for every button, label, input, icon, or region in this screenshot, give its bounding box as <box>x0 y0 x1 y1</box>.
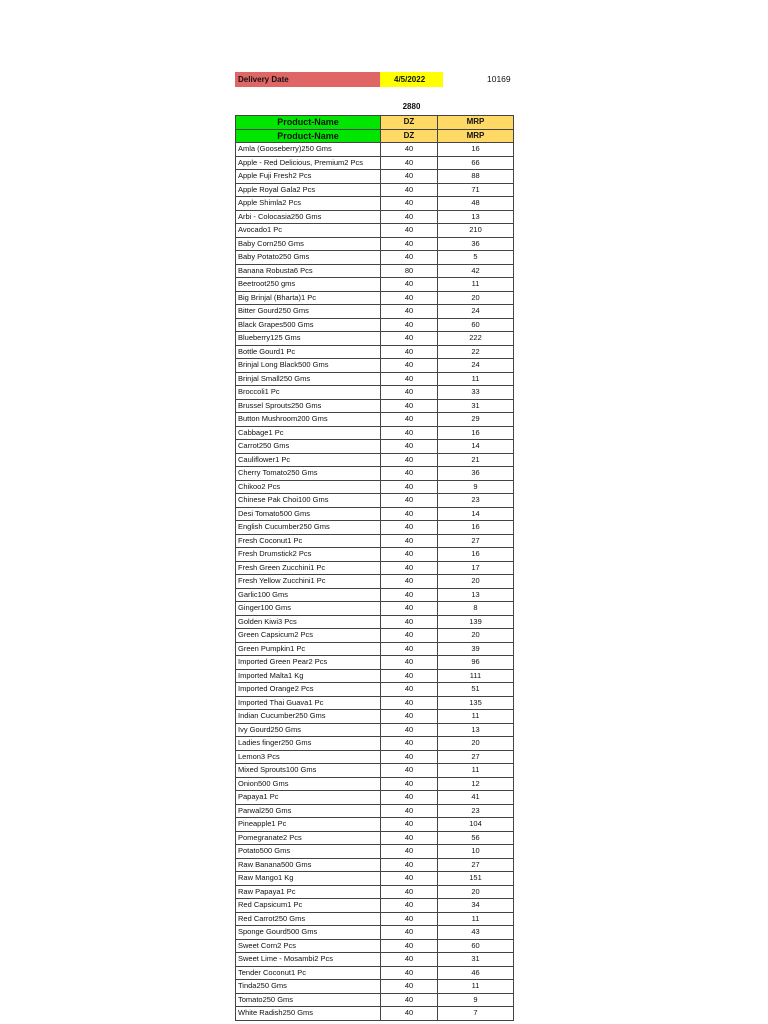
header-product-name: Product-Name <box>236 129 381 143</box>
delivery-date-value: 4/5/2022 <box>380 72 443 87</box>
table-row <box>236 710 514 724</box>
product-name-cell: Red Capsicum1 Pc <box>236 899 381 913</box>
dz-cell: 40 <box>381 534 438 548</box>
product-name-cell: Brinjal Long Black500 Gms <box>236 359 381 373</box>
mrp-cell: 71 <box>438 183 514 197</box>
dz-cell: 40 <box>381 278 438 292</box>
dz-cell: 40 <box>381 494 438 508</box>
table-row <box>236 494 514 508</box>
mrp-cell: 24 <box>438 305 514 319</box>
product-name-cell: Fresh Green Zucchini1 Pc <box>236 561 381 575</box>
mrp-cell: 46 <box>438 966 514 980</box>
mrp-cell: 13 <box>438 723 514 737</box>
dz-cell: 40 <box>381 318 438 332</box>
mrp-cell: 22 <box>438 345 514 359</box>
product-name-cell: Potato500 Gms <box>236 845 381 859</box>
product-name-cell: Parwal250 Gms <box>236 804 381 818</box>
table-row <box>236 251 514 265</box>
table-row <box>236 696 514 710</box>
dz-cell: 40 <box>381 723 438 737</box>
table-row <box>236 791 514 805</box>
dz-cell: 40 <box>381 818 438 832</box>
mrp-cell: 20 <box>438 737 514 751</box>
mrp-cell: 12 <box>438 777 514 791</box>
product-name-cell: Golden Kiwi3 Pcs <box>236 615 381 629</box>
mrp-cell: 151 <box>438 872 514 886</box>
dz-cell: 40 <box>381 399 438 413</box>
dz-cell: 40 <box>381 656 438 670</box>
mrp-cell: 33 <box>438 386 514 400</box>
product-name-cell: Sponge Gourd500 Gms <box>236 926 381 940</box>
mrp-cell: 41 <box>438 791 514 805</box>
dz-cell: 40 <box>381 170 438 184</box>
product-name-cell: Cabbage1 Pc <box>236 426 381 440</box>
product-name-cell: Carrot250 Gms <box>236 440 381 454</box>
dz-cell: 40 <box>381 899 438 913</box>
product-name-cell: Imported Malta1 Kg <box>236 669 381 683</box>
product-name-cell: Imported Orange2 Pcs <box>236 683 381 697</box>
mrp-cell: 14 <box>438 507 514 521</box>
mrp-cell: 42 <box>438 264 514 278</box>
product-name-cell: Chikoo2 Pcs <box>236 480 381 494</box>
table-row <box>236 602 514 616</box>
header-mrp: MRP <box>438 116 514 130</box>
mrp-cell: 34 <box>438 899 514 913</box>
dz-cell: 40 <box>381 588 438 602</box>
table-row <box>236 548 514 562</box>
mrp-cell: 11 <box>438 912 514 926</box>
product-name-cell: Green Capsicum2 Pcs <box>236 629 381 643</box>
dz-cell: 40 <box>381 345 438 359</box>
table-row <box>236 372 514 386</box>
dz-cell: 40 <box>381 237 438 251</box>
mrp-cell: 10 <box>438 845 514 859</box>
product-name-cell: Fresh Coconut1 Pc <box>236 534 381 548</box>
mrp-cell: 222 <box>438 332 514 346</box>
total-row <box>235 101 513 113</box>
mrp-cell: 27 <box>438 858 514 872</box>
mrp-cell: 16 <box>438 426 514 440</box>
product-name-cell: Imported Thai Guava1 Pc <box>236 696 381 710</box>
header-row <box>236 129 514 143</box>
table-row <box>236 278 514 292</box>
header-dz: DZ <box>381 129 438 143</box>
dz-cell: 40 <box>381 777 438 791</box>
dz-cell: 40 <box>381 521 438 535</box>
table-row <box>236 669 514 683</box>
dz-cell: 40 <box>381 750 438 764</box>
product-name-cell: Sweet Corn2 Pcs <box>236 939 381 953</box>
table-row <box>236 858 514 872</box>
order-code: 10169 <box>487 74 511 84</box>
product-table <box>235 115 514 1021</box>
mrp-cell: 88 <box>438 170 514 184</box>
table-row <box>236 885 514 899</box>
product-name-cell: Pineapple1 Pc <box>236 818 381 832</box>
product-name-cell: White Radish250 Gms <box>236 1007 381 1021</box>
dz-cell: 40 <box>381 507 438 521</box>
table-row <box>236 413 514 427</box>
product-name-cell: Arbi - Colocasia250 Gms <box>236 210 381 224</box>
product-name-cell: Raw Papaya1 Pc <box>236 885 381 899</box>
product-name-cell: Blueberry125 Gms <box>236 332 381 346</box>
dz-cell: 40 <box>381 386 438 400</box>
product-name-cell: Papaya1 Pc <box>236 791 381 805</box>
product-name-cell: Tomato250 Gms <box>236 993 381 1007</box>
mrp-cell: 16 <box>438 143 514 157</box>
mrp-cell: 36 <box>438 237 514 251</box>
dz-cell: 40 <box>381 791 438 805</box>
table-row <box>236 399 514 413</box>
table-row <box>236 345 514 359</box>
product-name-cell: Apple Royal Gala2 Pcs <box>236 183 381 197</box>
table-row <box>236 953 514 967</box>
dz-cell: 40 <box>381 696 438 710</box>
product-name-cell: Ginger100 Gms <box>236 602 381 616</box>
product-name-cell: Avocado1 Pc <box>236 224 381 238</box>
mrp-cell: 60 <box>438 318 514 332</box>
mrp-cell: 139 <box>438 615 514 629</box>
product-name-cell: Banana Robusta6 Pcs <box>236 264 381 278</box>
dz-cell: 40 <box>381 629 438 643</box>
mrp-cell: 20 <box>438 629 514 643</box>
product-name-cell: Apple - Red Delicious, Premium2 Pcs <box>236 156 381 170</box>
total-dz: 2880 <box>402 102 421 111</box>
product-name-cell: Ladies finger250 Gms <box>236 737 381 751</box>
dz-cell: 40 <box>381 845 438 859</box>
product-name-cell: Cauliflower1 Pc <box>236 453 381 467</box>
mrp-cell: 48 <box>438 197 514 211</box>
header-mrp: MRP <box>438 129 514 143</box>
mrp-cell: 16 <box>438 548 514 562</box>
table-row <box>236 723 514 737</box>
table-row <box>236 899 514 913</box>
table-row <box>236 764 514 778</box>
table-row <box>236 467 514 481</box>
table-row <box>236 440 514 454</box>
mrp-cell: 60 <box>438 939 514 953</box>
product-name-cell: Brussel Sprouts250 Gms <box>236 399 381 413</box>
dz-cell: 40 <box>381 183 438 197</box>
table-row <box>236 980 514 994</box>
mrp-cell: 17 <box>438 561 514 575</box>
table-row <box>236 737 514 751</box>
dz-cell: 40 <box>381 197 438 211</box>
table-row <box>236 845 514 859</box>
product-name-cell: Apple Shimla2 Pcs <box>236 197 381 211</box>
mrp-cell: 66 <box>438 156 514 170</box>
order-sheet <box>235 72 513 1021</box>
dz-cell: 40 <box>381 764 438 778</box>
mrp-cell: 111 <box>438 669 514 683</box>
table-row <box>236 561 514 575</box>
dz-cell: 40 <box>381 224 438 238</box>
product-name-cell: Garlic100 Gms <box>236 588 381 602</box>
product-name-cell: Broccoli1 Pc <box>236 386 381 400</box>
mrp-cell: 27 <box>438 750 514 764</box>
header-product-name: Product-Name <box>236 116 381 130</box>
dz-cell: 40 <box>381 156 438 170</box>
dz-cell: 40 <box>381 561 438 575</box>
mrp-cell: 7 <box>438 1007 514 1021</box>
mrp-cell: 11 <box>438 372 514 386</box>
mrp-cell: 8 <box>438 602 514 616</box>
table-row <box>236 453 514 467</box>
dz-cell: 40 <box>381 885 438 899</box>
mrp-cell: 23 <box>438 804 514 818</box>
table-row <box>236 588 514 602</box>
product-name-cell: Beetroot250 gms <box>236 278 381 292</box>
dz-cell: 40 <box>381 372 438 386</box>
table-row <box>236 170 514 184</box>
table-row <box>236 332 514 346</box>
mrp-cell: 39 <box>438 642 514 656</box>
mrp-cell: 20 <box>438 291 514 305</box>
product-name-cell: Mixed Sprouts100 Gms <box>236 764 381 778</box>
dz-cell: 40 <box>381 953 438 967</box>
table-row <box>236 804 514 818</box>
product-name-cell: Chinese Pak Choi100 Gms <box>236 494 381 508</box>
mrp-cell: 36 <box>438 467 514 481</box>
table-row <box>236 629 514 643</box>
product-name-cell: Indian Cucumber250 Gms <box>236 710 381 724</box>
dz-cell: 40 <box>381 426 438 440</box>
table-row <box>236 912 514 926</box>
mrp-cell: 11 <box>438 278 514 292</box>
mrp-cell: 16 <box>438 521 514 535</box>
product-name-cell: English Cucumber250 Gms <box>236 521 381 535</box>
dz-cell: 40 <box>381 980 438 994</box>
table-row <box>236 143 514 157</box>
dz-cell: 40 <box>381 575 438 589</box>
mrp-cell: 135 <box>438 696 514 710</box>
mrp-cell: 14 <box>438 440 514 454</box>
mrp-cell: 9 <box>438 993 514 1007</box>
mrp-cell: 29 <box>438 413 514 427</box>
dz-cell: 40 <box>381 291 438 305</box>
table-row <box>236 197 514 211</box>
dz-cell: 80 <box>381 264 438 278</box>
product-name-cell: Bottle Gourd1 Pc <box>236 345 381 359</box>
dz-cell: 40 <box>381 143 438 157</box>
mrp-cell: 11 <box>438 710 514 724</box>
product-name-cell: Desi Tomato500 Gms <box>236 507 381 521</box>
table-row <box>236 224 514 238</box>
table-row <box>236 264 514 278</box>
table-row <box>236 426 514 440</box>
mrp-cell: 27 <box>438 534 514 548</box>
dz-cell: 40 <box>381 332 438 346</box>
table-row <box>236 966 514 980</box>
table-row <box>236 575 514 589</box>
table-row <box>236 507 514 521</box>
product-name-cell: Onion500 Gms <box>236 777 381 791</box>
dz-cell: 40 <box>381 1007 438 1021</box>
product-name-cell: Fresh Yellow Zucchini1 Pc <box>236 575 381 589</box>
product-name-cell: Red Carrot250 Gms <box>236 912 381 926</box>
product-rows <box>236 143 514 1021</box>
product-name-cell: Black Grapes500 Gms <box>236 318 381 332</box>
dz-cell: 40 <box>381 737 438 751</box>
mrp-cell: 210 <box>438 224 514 238</box>
mrp-cell: 9 <box>438 480 514 494</box>
mrp-cell: 21 <box>438 453 514 467</box>
mrp-cell: 5 <box>438 251 514 265</box>
product-name-cell: Tender Coconut1 Pc <box>236 966 381 980</box>
table-row <box>236 926 514 940</box>
table-row <box>236 777 514 791</box>
dz-cell: 40 <box>381 440 438 454</box>
dz-cell: 40 <box>381 413 438 427</box>
mrp-cell: 31 <box>438 399 514 413</box>
dz-cell: 40 <box>381 939 438 953</box>
dz-cell: 40 <box>381 669 438 683</box>
dz-cell: 40 <box>381 683 438 697</box>
product-name-cell: Raw Banana500 Gms <box>236 858 381 872</box>
table-row <box>236 156 514 170</box>
table-row <box>236 386 514 400</box>
product-name-cell: Tinda250 Gms <box>236 980 381 994</box>
table-row <box>236 993 514 1007</box>
dz-cell: 40 <box>381 642 438 656</box>
table-row <box>236 642 514 656</box>
mrp-cell: 20 <box>438 575 514 589</box>
mrp-cell: 31 <box>438 953 514 967</box>
table-row <box>236 480 514 494</box>
header-row <box>236 116 514 130</box>
dz-cell: 40 <box>381 251 438 265</box>
table-row <box>236 210 514 224</box>
product-name-cell: Big Brinjal (Bharta)1 Pc <box>236 291 381 305</box>
table-row <box>236 237 514 251</box>
table-row <box>236 831 514 845</box>
dz-cell: 40 <box>381 467 438 481</box>
dz-cell: 40 <box>381 453 438 467</box>
dz-cell: 40 <box>381 210 438 224</box>
product-name-cell: Apple Fuji Fresh2 Pcs <box>236 170 381 184</box>
table-row <box>236 534 514 548</box>
table-row <box>236 318 514 332</box>
product-name-cell: Button Mushroom200 Gms <box>236 413 381 427</box>
product-name-cell: Brinjal Small250 Gms <box>236 372 381 386</box>
table-row <box>236 656 514 670</box>
table-row <box>236 1007 514 1021</box>
dz-cell: 40 <box>381 602 438 616</box>
dz-cell: 40 <box>381 872 438 886</box>
dz-cell: 40 <box>381 615 438 629</box>
mrp-cell: 13 <box>438 588 514 602</box>
mrp-cell: 96 <box>438 656 514 670</box>
product-name-cell: Bitter Gourd250 Gms <box>236 305 381 319</box>
dz-cell: 40 <box>381 804 438 818</box>
product-name-cell: Baby Corn250 Gms <box>236 237 381 251</box>
dz-cell: 40 <box>381 926 438 940</box>
mrp-cell: 20 <box>438 885 514 899</box>
mrp-cell: 13 <box>438 210 514 224</box>
dz-cell: 40 <box>381 993 438 1007</box>
delivery-date-label: Delivery Date <box>235 72 380 87</box>
mrp-cell: 11 <box>438 980 514 994</box>
table-row <box>236 615 514 629</box>
product-name-cell: Lemon3 Pcs <box>236 750 381 764</box>
dz-cell: 40 <box>381 359 438 373</box>
table-row <box>236 521 514 535</box>
mrp-cell: 11 <box>438 764 514 778</box>
delivery-row <box>235 72 513 87</box>
dz-cell: 40 <box>381 305 438 319</box>
mrp-cell: 104 <box>438 818 514 832</box>
dz-cell: 40 <box>381 480 438 494</box>
product-name-cell: Baby Potato250 Gms <box>236 251 381 265</box>
table-row <box>236 291 514 305</box>
product-name-cell: Imported Green Pear2 Pcs <box>236 656 381 670</box>
mrp-cell: 43 <box>438 926 514 940</box>
product-name-cell: Green Pumpkin1 Pc <box>236 642 381 656</box>
mrp-cell: 23 <box>438 494 514 508</box>
dz-cell: 40 <box>381 966 438 980</box>
product-name-cell: Amla (Gooseberry)250 Gms <box>236 143 381 157</box>
table-row <box>236 183 514 197</box>
table-row <box>236 872 514 886</box>
product-name-cell: Sweet Lime - Mosambi2 Pcs <box>236 953 381 967</box>
table-row <box>236 818 514 832</box>
product-name-cell: Cherry Tomato250 Gms <box>236 467 381 481</box>
table-row <box>236 305 514 319</box>
product-name-cell: Pomegranate2 Pcs <box>236 831 381 845</box>
dz-cell: 40 <box>381 858 438 872</box>
table-row <box>236 750 514 764</box>
product-name-cell: Fresh Drumstick2 Pcs <box>236 548 381 562</box>
dz-cell: 40 <box>381 710 438 724</box>
table-row <box>236 683 514 697</box>
dz-cell: 40 <box>381 912 438 926</box>
product-name-cell: Raw Mango1 Kg <box>236 872 381 886</box>
mrp-cell: 24 <box>438 359 514 373</box>
mrp-cell: 51 <box>438 683 514 697</box>
dz-cell: 40 <box>381 831 438 845</box>
product-name-cell: Ivy Gourd250 Gms <box>236 723 381 737</box>
mrp-cell: 56 <box>438 831 514 845</box>
header-dz: DZ <box>381 116 438 130</box>
dz-cell: 40 <box>381 548 438 562</box>
table-row <box>236 939 514 953</box>
table-row <box>236 359 514 373</box>
